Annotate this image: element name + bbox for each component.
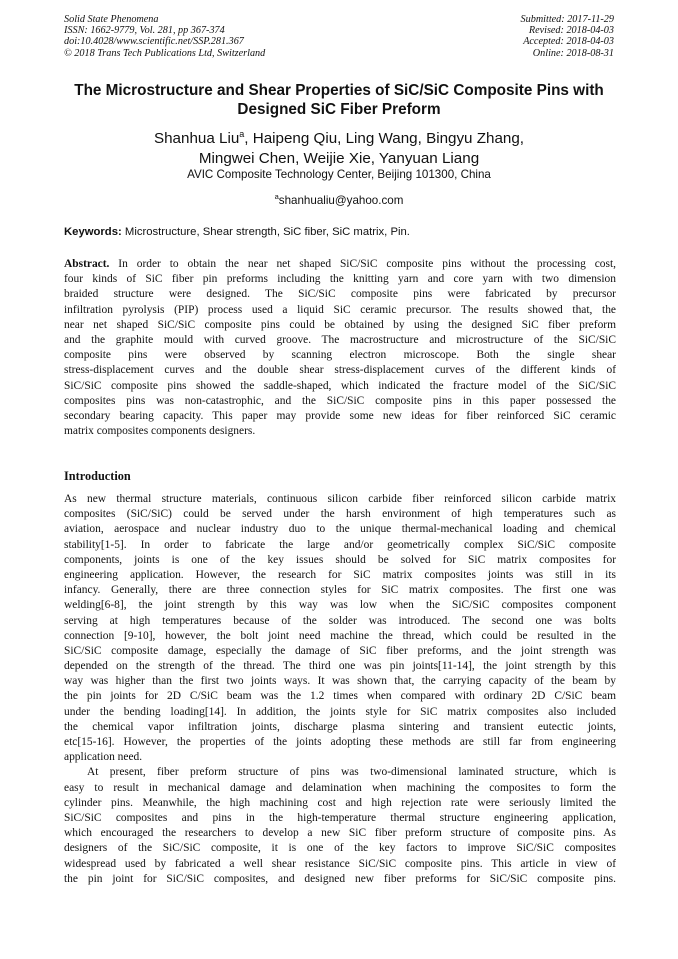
intro-line: At present, fiber preform structure of pins was two-dimensional laminated structure, which is [87, 766, 616, 779]
introduction-body [64, 492, 616, 887]
abstract-line: composite pins were observed by scanning electron microscope. Both the single shear [64, 349, 616, 362]
abstract-line: composites pins was non-catastrophic, and the SiC/SiC composite pins in this paper possessed the [64, 394, 616, 407]
intro-line: application need. [64, 751, 143, 764]
title-line: Designed SiC Fiber Preform [237, 101, 441, 118]
intro-line: easy to result in mechanical damage and delamination when machining the composites to form the [64, 781, 616, 794]
intro-line: aviation, aerospace and nuclear industry duo to the unique thermal-mechanical loading and chemical [64, 523, 616, 536]
keywords-text: Microstructure, Shear strength, SiC fiber, SiC matrix, Pin. [121, 226, 410, 238]
intro-line: composites (SiC/SiC) could be served under the harsh environment of high temperatures such as [64, 508, 616, 521]
intro-line: designers of the SiC/SiC composite, it is one of the key factors to improve SiC/SiC composites [64, 842, 616, 855]
intro-line: depended on the strength of the thread. The third one was pin joints[11-14], the joint strength by this [64, 660, 616, 673]
abstract-line: braided structure were designed. The SiC/SiC composite pins were fabricated by precursor [64, 288, 616, 301]
author-line: Mingwei Chen, Weijie Xie, Yanyuan Liang [198, 150, 480, 168]
abstract-line: near net shaped SiC/SiC composite pins could be obtained by using the designed SiC fiber preform [64, 318, 616, 331]
journal-header-right [521, 14, 614, 59]
intro-line: the pin joint for SiC/SiC composites, and designed new fiber preforms for SiC/SiC composite pins. [64, 872, 616, 885]
abstract-label: Abstract. [64, 258, 110, 270]
intro-line: the chemical vapor infiltration joints, discharge plasma sintering and transient eutectic joints, [64, 720, 616, 733]
keywords-label: Keywords: [64, 226, 122, 238]
online-date: Online: 2018-08-31 [532, 47, 614, 59]
intro-line: infancy. Generally, there are three connection styles for SiC matrix composites. The first one was [64, 584, 616, 597]
doi-line: doi:10.4028/www.scientific.net/SSP.281.367 [64, 36, 244, 48]
author-list [40, 124, 638, 169]
author-affiliation-marker: a [239, 129, 245, 139]
title-line: The Microstructure and Shear Properties of SiC/SiC Composite Pins with [74, 82, 604, 99]
abstract-line: matrix composites components designers. [64, 425, 256, 438]
paper-title [40, 81, 638, 119]
abstract-line: and the graphite mould with curved groove. The macrostructure and microstructure of the SiC/SiC [64, 333, 616, 346]
journal-name: Solid State Phenomena [64, 14, 159, 25]
intro-line: serving at high temperatures because of the solder was introduced. The second one was bolts [64, 614, 616, 627]
first-author: Shanhua Liu [153, 130, 240, 148]
revised-date: Revised: 2018-04-03 [528, 25, 614, 37]
intro-line: etc[15-16]. However, the properties of the joints adopting these methods are still far from engineering [64, 736, 616, 748]
abstract-first-line-text: In order to obtain the near net shaped SiC/SiC composite pins without the processing cost, [109, 258, 616, 270]
abstract-line: secondary bearing capacity. This paper may provide some new ideas for fiber reinforced SiC ceramic [64, 409, 616, 422]
submitted-date: Submitted: 2017-11-29 [520, 14, 614, 25]
copyright-line: © 2018 Trans Tech Publications Ltd, Switzerland [64, 47, 266, 59]
keywords [64, 225, 616, 239]
journal-header-left [64, 14, 265, 59]
intro-line: components, joints is one of the key issues should be solved for SiC matrix composites for [64, 553, 616, 566]
abstract-line [64, 257, 616, 272]
intro-line: way was higher than the first two joints ways. It was shown that, the carrying capacity of the beam by [64, 675, 616, 688]
intro-line: welding[6-8], the joint strength by this way was low when the SiC/SiC composites component [64, 599, 616, 612]
intro-line: SiC/SiC composite damage, especially the damage of SiC fiber preforms, and the joint strength was [64, 644, 616, 657]
author-names: , Haipeng Qiu, Ling Wang, Bingyu Zhang, [244, 130, 525, 148]
email-marker: a [274, 192, 279, 201]
email-address: shanhualiu@yahoo.com [278, 193, 404, 207]
intro-line: the pin joints for 2D C/SiC beam was the 1.2 times when compared with ordinary 2D C/SiC beam [64, 690, 616, 703]
intro-line: cylinder pins. Meanwhile, the high machining cost and high rejection rate were seriously limited the [64, 796, 616, 809]
intro-line: engineering application. However, the research for SiC matrix composites joints was still in its [64, 568, 616, 581]
intro-line: connection [9-10], however, the bolt joint need machine the thread, which could be resulted in the [64, 629, 616, 642]
abstract [64, 257, 616, 439]
intro-line: As new thermal structure materials, continuous silicon carbide fiber reinforced silicon carbide matrix [64, 493, 616, 505]
accepted-date: Accepted: 2018-04-03 [523, 36, 614, 48]
abstract-line: infiltration pyrolysis (PIP) process used a liquid SiC ceramic precursor. The results showed that, the [64, 303, 616, 316]
issn-line: ISSN: 1662-9779, Vol. 281, pp 367-374 [64, 25, 225, 37]
intro-line: under the bending loading[14]. In addition, the joints style for SiC matrix composites also included [64, 705, 616, 718]
intro-line: stability[1-5]. In order to fabricate the large and/or geometrically complex SiC/SiC composite [64, 538, 616, 551]
author-line [40, 124, 638, 149]
intro-line: SiC/SiC composites and pins in the high-temperature thermal structure engineering application, [64, 811, 616, 824]
affiliation: AVIC Composite Technology Center, Beijing 101300, China [187, 168, 491, 181]
abstract-line: SiC/SiC composite pins showed the saddle-shaped, which indicated the fracture model of the SiC/SiC [64, 379, 616, 392]
abstract-line: four kinds of SiC fiber pin preforms including the knitting yarn and core yarn with two dimension [64, 273, 616, 286]
author-email [40, 190, 638, 208]
intro-line: which encouraged the researchers to develop a new SiC fiber preform structure of composite pins. As [64, 827, 616, 840]
introduction-heading: Introduction [64, 469, 131, 483]
abstract-line: stress-displacement curves and the double shear stress-displacement curves of the different kinds of [64, 364, 616, 377]
intro-line: widespread used by fabricated a well shear resistance SiC/SiC composite pins. This article in view of [64, 857, 616, 870]
